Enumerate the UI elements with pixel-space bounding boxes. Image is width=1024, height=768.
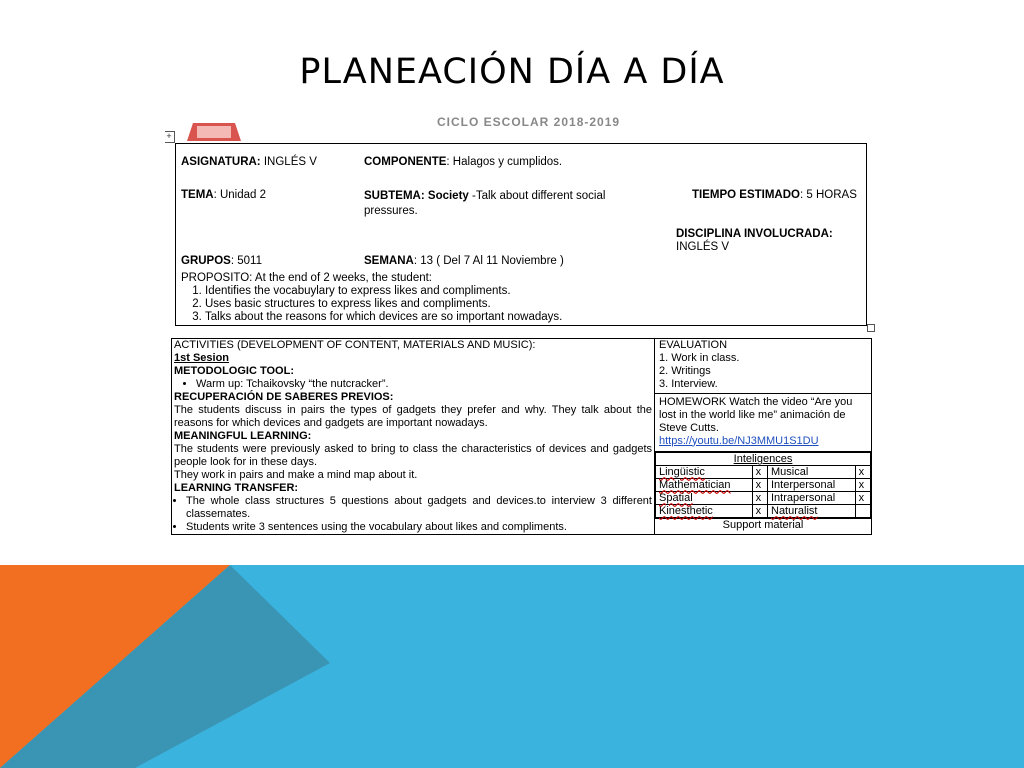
evaluation-title: EVALUATION (659, 339, 728, 351)
table-cell: Musical (768, 466, 856, 479)
table-cell: Spatial (656, 492, 753, 505)
slide-title: PLANEACIÓN DÍA A DÍA (299, 52, 725, 92)
table-cell: x (855, 479, 870, 492)
activities-title: ACTIVITIES (DEVELOPMENT OF CONTENT, MATERIALS AND MUSIC): (174, 339, 536, 351)
table-cell: Naturalist (768, 505, 856, 518)
table-row (656, 479, 871, 492)
table-row (656, 466, 871, 479)
evaluation-item: 2. Writings (659, 365, 711, 377)
tool-item: • Warm up: Tchaikovsky “the nutcracker”. (196, 378, 652, 391)
table-move-handle-icon[interactable]: + (165, 131, 175, 143)
table-cell: Interpersonal (768, 479, 856, 492)
homework-link[interactable]: https://youtu.be/NJ3MMU1S1DU (659, 434, 819, 447)
table-cell: x (752, 492, 767, 505)
proposito-text: PROPOSITO: At the end of 2 weeks, the student: (181, 272, 433, 284)
componente-field: COMPONENTE: Halagos y cumplidos. (364, 156, 563, 168)
school-logo (183, 121, 245, 141)
tool-header: METODOLOGIC TOOL: (174, 365, 294, 377)
table-cell: x (752, 466, 767, 479)
meaningful-header: MEANINGFUL LEARNING: (174, 430, 312, 442)
intelligences-title: Inteligences (656, 453, 871, 466)
table-row (656, 505, 871, 518)
table-cell: Intrapersonal (768, 492, 856, 505)
recuperacion-header: RECUPERACIÓN DE SABERES PREVIOS: (174, 391, 394, 403)
transfer-item: • Students write 3 sentences using the vocabulary about likes and compliments. (186, 521, 652, 534)
table-resize-handle[interactable] (867, 324, 875, 332)
asignatura-field: ASIGNATURA: INGLÉS V (181, 156, 317, 168)
school-cycle-text: CICLO ESCOLAR 2018-2019 (437, 115, 621, 129)
recuperacion-text: The students discuss in pairs the types of gadgets they prefer and why. They talk about the reasons for which devices and gadgets are important nowadays. (174, 404, 652, 429)
meaningful-text: The students were previously asked to bring to class the characteristics of devices and gadgets people look for in these days. (174, 443, 652, 468)
subtema-field-cont: pressures. (364, 205, 418, 217)
subtema-field: SUBTEMA: Society -Talk about different social (364, 190, 606, 202)
intelligences-table (655, 452, 871, 518)
objective-item: 2. Uses basic structures to express likes and compliments. (205, 298, 841, 311)
table-cell: x (752, 505, 767, 518)
meaningful-text-2: They work in pairs and make a mind map about it. (174, 469, 418, 481)
evaluation-item: 1. Work in class. (659, 352, 740, 364)
table-cell: Mathematician (656, 479, 753, 492)
table-cell: x (855, 492, 870, 505)
planning-header-box (175, 143, 867, 326)
table-cell: x (855, 466, 870, 479)
activities-cell (172, 339, 655, 535)
objective-item: 3. Talks about the reasons for which devices are so important nowadays. (205, 311, 841, 324)
table-cell: Lingüistic (656, 466, 753, 479)
intelligences-cell (655, 452, 872, 535)
document-image (165, 113, 875, 538)
session-label: 1st Sesion (174, 352, 230, 364)
table-cell (855, 505, 870, 518)
semana-field: SEMANA: 13 ( Del 7 Al 11 Noviembre ) (364, 255, 564, 267)
disciplina-label: DISCIPLINA INVOLUCRADA: (676, 228, 833, 240)
transfer-header: LEARNING TRANSFER: (174, 482, 299, 494)
table-cell: Kinesthetic (656, 505, 753, 518)
transfer-item: • The whole class structures 5 questions about gadgets and devices.to interview 3 different classemates. (186, 495, 652, 521)
objectives-list (181, 285, 841, 324)
activities-table (171, 338, 872, 535)
tiempo-field: TIEMPO ESTIMADO: 5 HORAS (692, 189, 857, 201)
objective-item: 1. Identifies the vocabuylary to express likes and compliments. (205, 285, 841, 298)
table-cell: x (752, 479, 767, 492)
tema-field: TEMA: Unidad 2 (181, 189, 267, 201)
proposito-section (181, 272, 841, 324)
decorative-bottom-band (0, 565, 1024, 768)
table-row (656, 492, 871, 505)
evaluation-cell (655, 339, 872, 394)
homework-text: HOMEWORK Watch the video “Are you lost in the world like me” animación de Steve Cutts. (659, 395, 853, 434)
homework-cell (655, 393, 872, 452)
disciplina-value: INGLÉS V (676, 241, 730, 253)
support-material-label: Support material (655, 518, 871, 531)
evaluation-item: 3. Interview. (659, 378, 718, 390)
grupos-field: GRUPOS: 5011 (181, 255, 262, 267)
